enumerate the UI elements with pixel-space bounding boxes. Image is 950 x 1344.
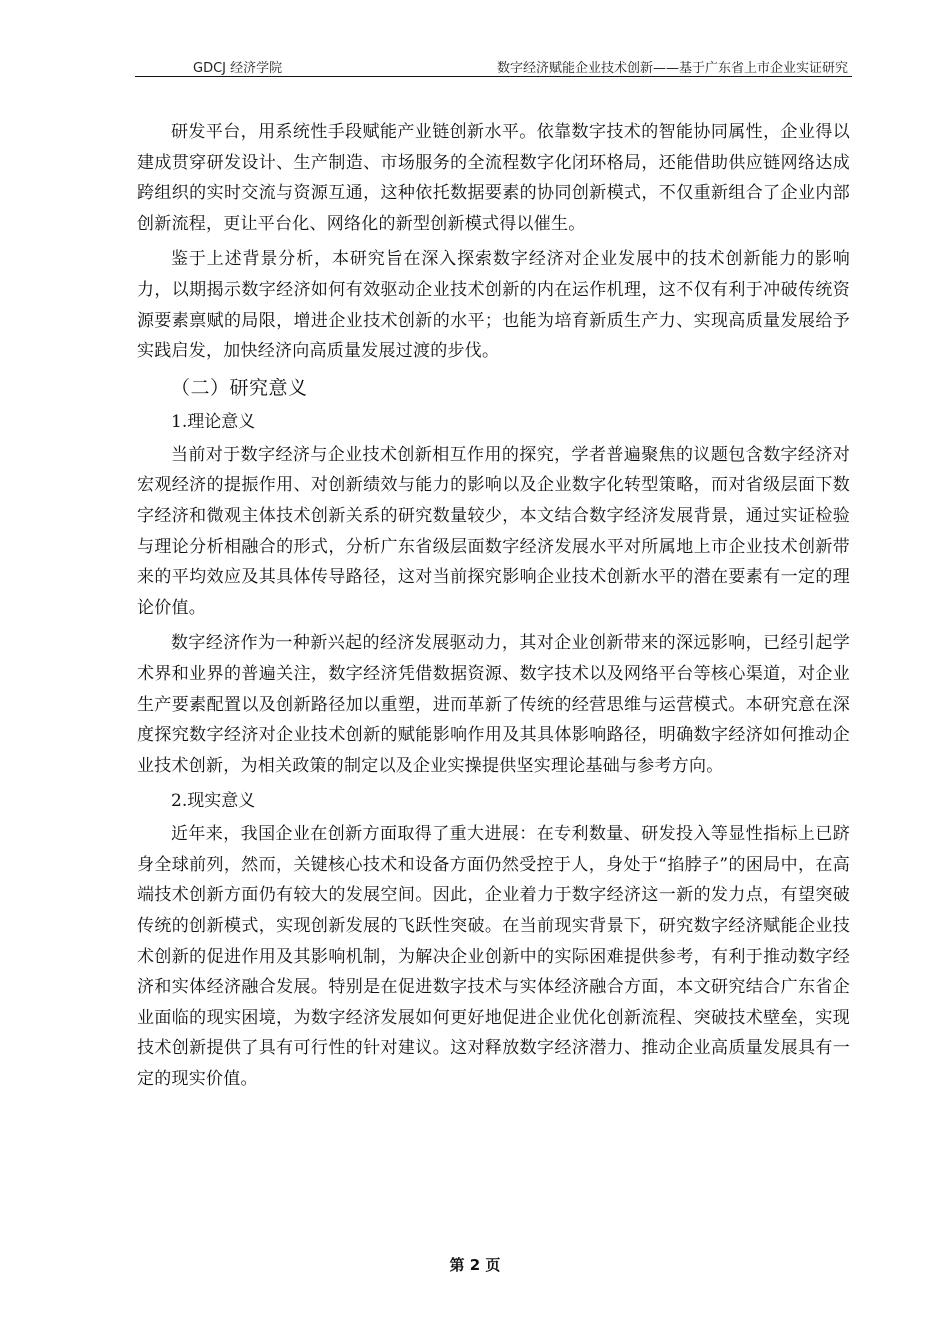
- section-heading-significance: （二）研究意义: [171, 376, 308, 399]
- practice-paragraph-rest: ，然而，关键核心技术和设备方面仍然受控于人，身处于“掐脖子”的困局中，在高端技术创新方面仍有较大的发展空间。因此，企业着力于数字经济这一新的发力点，有望突破传统的创新模式，实现创新发展的飞跃性突破。在当前现实背景下，研究数字经济赋能企业技术创新的促进作用及其影响机制，为解决企业创新中的实际困难提供参考，有利于推动数字经济和实体经济融合发展。特别是在促进数字技术与实体经济融合方面，本文研究结合广东省企业面临的现实困境，为数字经济发展如何更好地促进企业优化创新流程、突破技术壁垒，实现技术创新提供了具有可行性的针对建议。这对释放数字经济潜力、推动企业高质量发展具有一定的现实价值。: [137, 854, 850, 1090]
- background-paragraph-continued: 研发平台，用系统性手段赋能产业链创新水平。依靠数字技术的智能协同属性，企业得以建成贯穿研发设计、生产制造、市场服务的全流程数字化闭环格局，还能借助供应链网络达成跨组织的实时交流与资源互通，这种依托数据要素的协同创新模式，不仅重新组合了企业内部创新流程，更让平台化、网络化的新型创新模式得以催生。: [137, 122, 850, 234]
- subheading-theoretical-significance: 1.理论意义: [171, 411, 256, 432]
- theory-paragraph-1: 当前对于数字经济与企业技术创新相互作用的探究，学者普遍聚焦的议题包含数字经济对宏观经济的提振作用、对创新绩效与能力的影响以及企业数字化转型策略，而对省级层面下数字经济和微观主体技术创新关系的研究数量较少，本文结合数字经济发展背景，通过实证检验与理论分析相融合的形式，分析广东省级层面数字经济发展水平对所属地上市企业技术创新带来的平均效应及其具体传导路径，这对当前探究影响企业技术创新水平的潜在要素有一定的理论价值。: [137, 444, 850, 618]
- header-institution: GDCJ 经济学院: [193, 61, 283, 76]
- running-header: [135, 57, 852, 77]
- subheading-practical-significance: 2.现实意义: [171, 791, 256, 812]
- header-paper-title: 数字经济赋能企业技术创新——基于广东省上市企业实证研究: [496, 61, 848, 76]
- page-body: [137, 117, 850, 1100]
- practice-paragraph: [137, 819, 850, 1094]
- header-rule: [135, 76, 852, 77]
- practice-paragraph-emphasis: 在专利数量、研发投入等显性指标上已跻身全球前列: [137, 824, 850, 875]
- background-paragraph-summary: 鉴于上述背景分析，本研究旨在深入探索数字经济对企业发展中的技术创新能力的影响力，以期揭示数字经济如何有效驱动企业技术创新的内在运作机理，这不仅有利于冲破传统资源要素禀赋的局限，增进企业技术创新的水平；也能为培育新质生产力、实现高质量发展给予实践启发，加快经济向高质量发展过渡的步伐。: [137, 249, 850, 362]
- practice-paragraph-start: 近年来，我国企业在创新方面取得了重大进展：: [171, 824, 537, 845]
- page-number: 第 2 页: [449, 1256, 501, 1274]
- theory-paragraph-2: 数字经济作为一种新兴起的经济发展驱动力，其对企业创新带来的深远影响，已经引起学术界和业界的普遍关注，数字经济凭借数据资源、数字技术以及网络平台等核心渠道，对企业生产要素配置以及创新路径加以重塑，进而革新了传统的经营思维与运营模式。本研究意在深度探究数字经济对企业技术创新的赋能影响作用及其具体影响路径，明确数字经济如何推动企业技术创新，为相关政策的制定以及企业实操提供坚实理论基础与参考方向。: [137, 633, 850, 776]
